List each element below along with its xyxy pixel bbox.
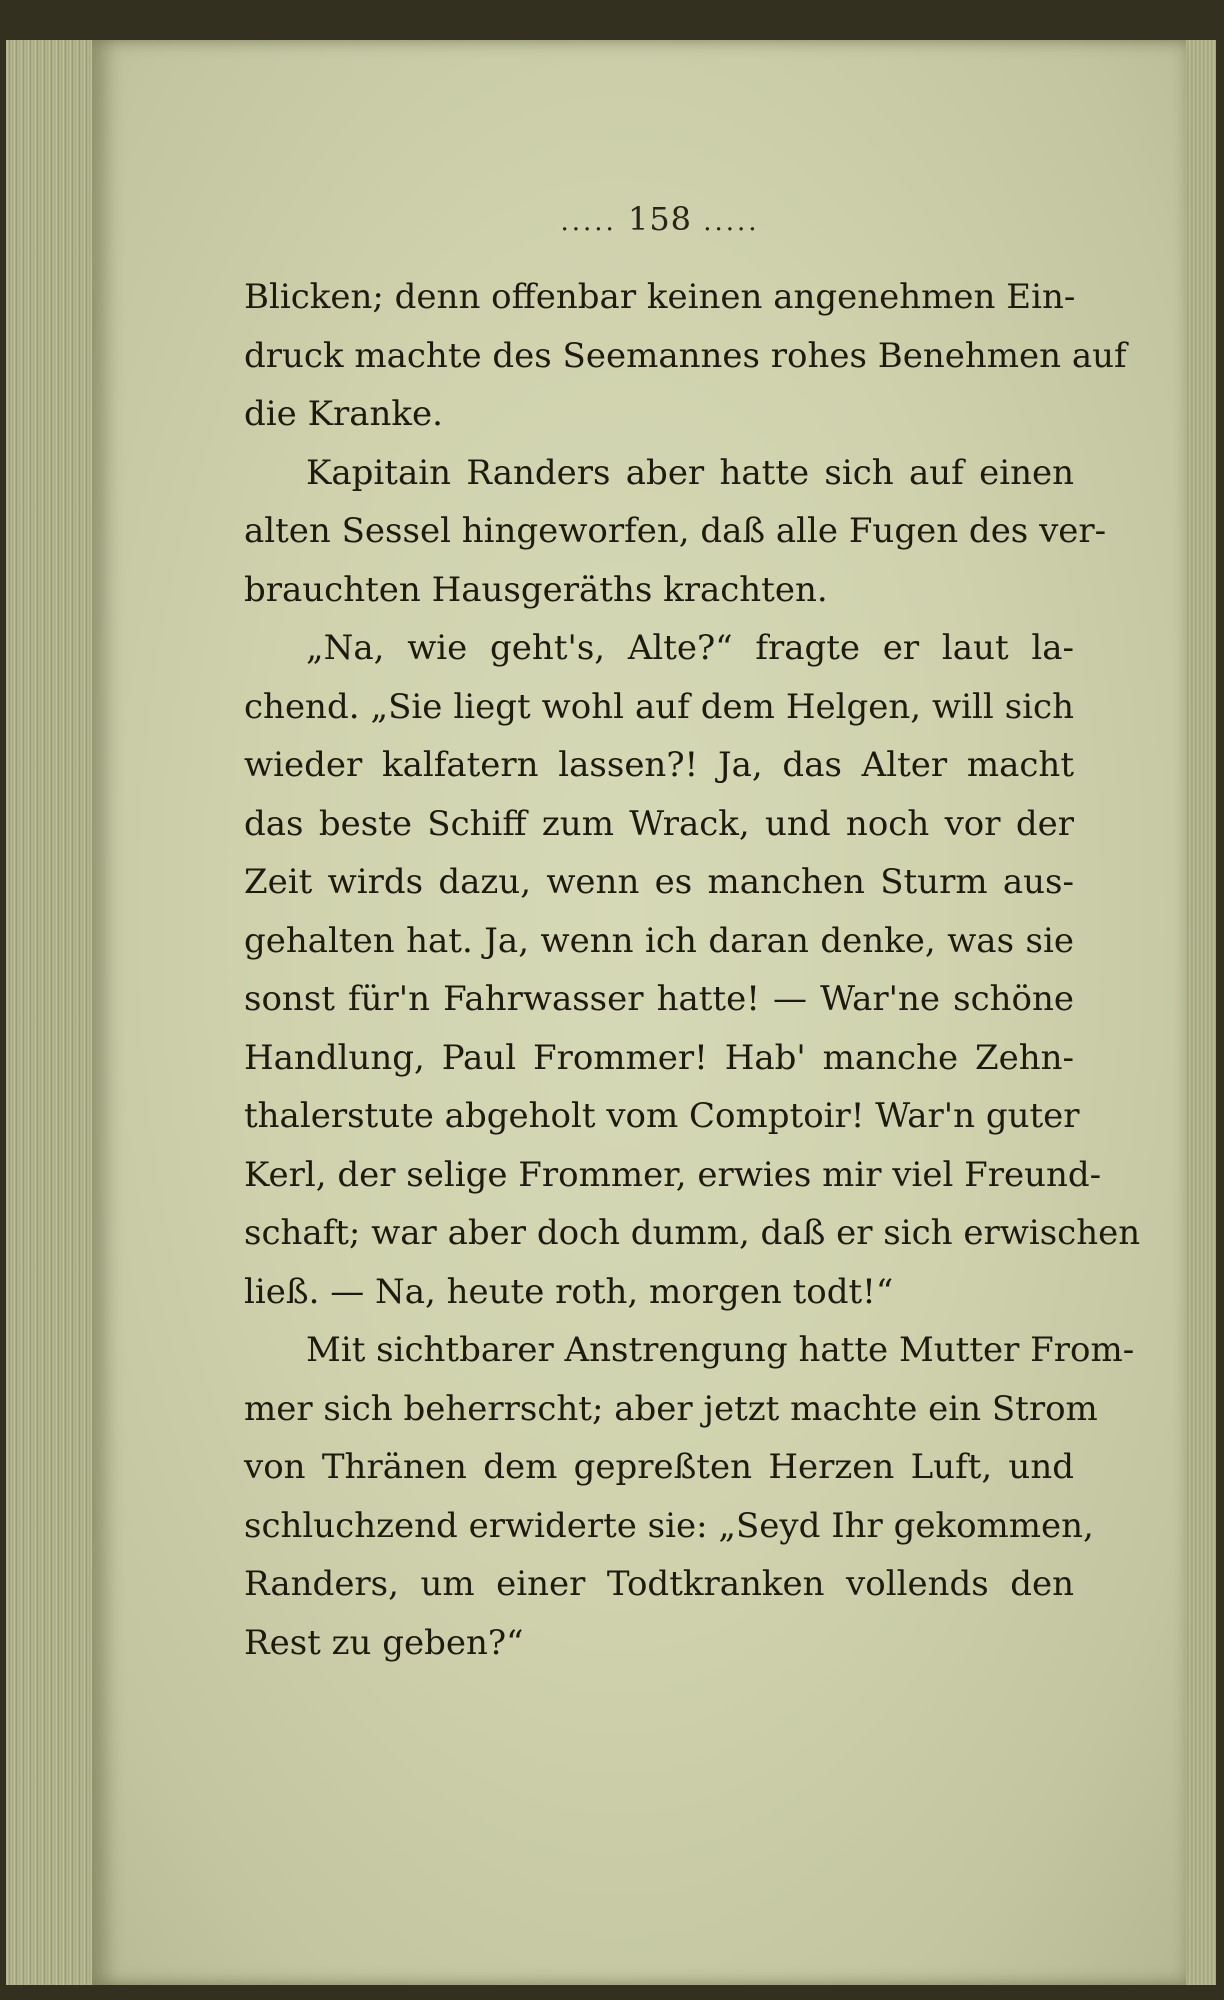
text-line: chend. „Sie liegt wohl auf dem Helgen, will sich bbox=[244, 686, 1074, 727]
text-line: thalerstute abgeholt vom Comptoir! War'n guter bbox=[244, 1096, 1080, 1136]
text-line: sonst für'n Fahrwasser hatte! — War'ne schöne bbox=[244, 979, 1074, 1019]
text-line: das beste Schiff zum Wrack, und noch vor der bbox=[244, 803, 1074, 844]
text-line: „Na, wie geht's, Alte?“ fragte er laut la- bbox=[306, 628, 1074, 668]
text-line: ließ. — Na, heute roth, morgen todt!“ bbox=[244, 1271, 894, 1312]
page-right-edge bbox=[1186, 40, 1216, 1985]
text-line: die Kranke. bbox=[244, 394, 443, 434]
page-number-value: 158 bbox=[627, 200, 693, 238]
text-line: alten Sessel hingeworfen, daß alle Fugen des ver- bbox=[244, 511, 1107, 551]
text-line: Kapitain Randers aber hatte sich auf einen bbox=[306, 452, 1074, 493]
text-line: Blicken; denn offenbar keinen angenehmen Ein- bbox=[244, 277, 1076, 317]
text-line: Handlung, Paul Frommer! Hab' manche Zehn- bbox=[244, 1037, 1074, 1078]
text-line: schaft; war aber doch dumm, daß er sich erwischen bbox=[244, 1213, 1141, 1253]
body-text bbox=[244, 268, 1141, 1672]
page-number-leader-right: ..... bbox=[703, 207, 760, 237]
text-line: wieder kalfatern lassen?! Ja, das Alter macht bbox=[244, 745, 1074, 785]
text-line: Rest zu geben?“ bbox=[244, 1622, 524, 1663]
text-line: Kerl, der selige Frommer, erwies mir viel Freund- bbox=[244, 1154, 1102, 1195]
text-line: brauchten Hausgeräths krachten. bbox=[244, 569, 828, 610]
page-stack-edge bbox=[6, 40, 98, 1985]
text-line: Randers, um einer Todtkranken vollends den bbox=[244, 1564, 1074, 1604]
text-line: gehalten hat. Ja, wenn ich daran denke, was sie bbox=[244, 920, 1074, 961]
text-line: Zeit wirds dazu, wenn es manchen Sturm aus- bbox=[244, 862, 1074, 902]
text-line: druck machte des Seemannes rohes Benehmen auf bbox=[244, 335, 1127, 376]
text-line: Mit sichtbarer Anstrengung hatte Mutter From- bbox=[306, 1330, 1135, 1370]
page-number bbox=[540, 200, 780, 238]
text-line: schluchzend erwiderte sie: „Seyd Ihr gekommen, bbox=[244, 1505, 1094, 1546]
page-number-leader-left: ..... bbox=[560, 207, 617, 237]
text-line: von Thränen dem gepreßten Herzen Luft, und bbox=[244, 1447, 1074, 1487]
text-line: mer sich beherrscht; aber jetzt machte ein Strom bbox=[244, 1388, 1098, 1429]
